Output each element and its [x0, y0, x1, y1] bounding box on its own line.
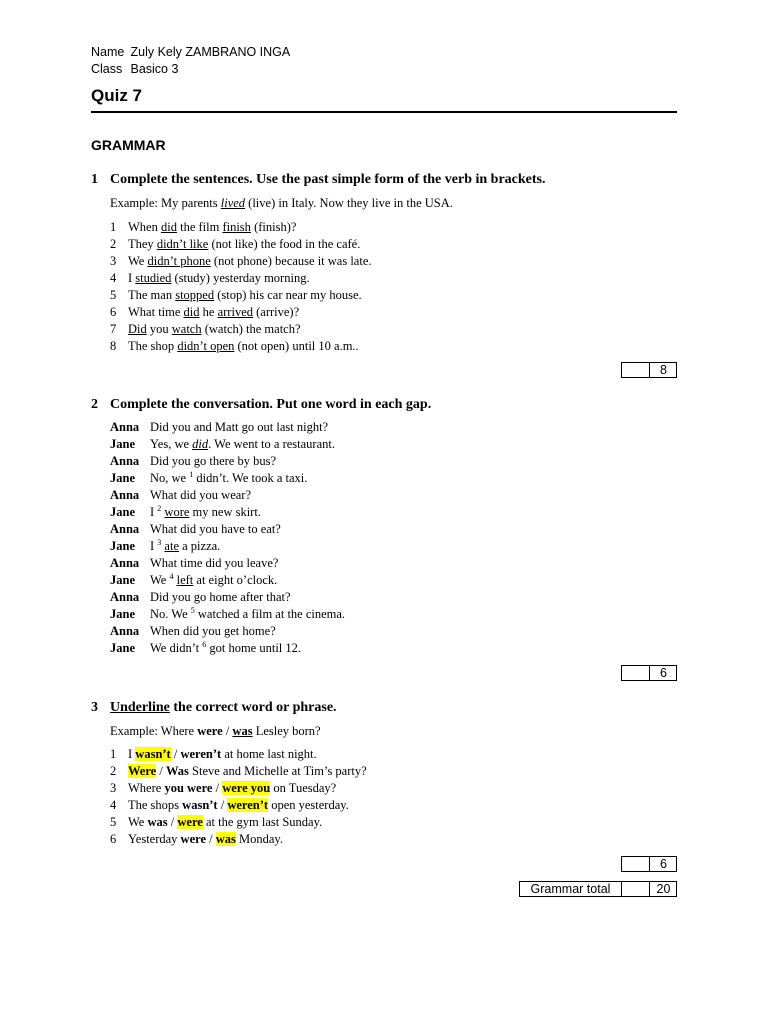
- answer: left: [176, 573, 194, 587]
- item-number: 4: [110, 798, 117, 812]
- text-fragment: I: [128, 271, 136, 285]
- option: weren’t: [180, 747, 222, 761]
- text-fragment: What did you have to eat?: [150, 522, 281, 536]
- option: were: [180, 832, 206, 846]
- gap-number: 5: [190, 606, 195, 615]
- class-row: [91, 62, 178, 76]
- text-fragment: at the gym last Sunday.: [202, 815, 323, 829]
- ex3-item: [110, 780, 367, 797]
- speaker-name: Jane: [110, 437, 135, 451]
- text-fragment: /: [212, 781, 223, 795]
- text-fragment: Lesley born?: [252, 724, 321, 738]
- ex1-instruction: [91, 172, 545, 188]
- item-number: 3: [110, 254, 117, 268]
- text-fragment: (finish)?: [250, 220, 297, 234]
- speaker-name: Jane: [110, 573, 135, 587]
- text-fragment: Steve and Michelle at Tim’s party?: [188, 764, 367, 778]
- gap-number: 2: [157, 504, 162, 513]
- text-fragment: No. We: [150, 607, 191, 621]
- speaker-name: Anna: [110, 556, 140, 570]
- text-fragment: We: [128, 254, 148, 268]
- name-label: Name: [91, 45, 125, 59]
- text-fragment: (watch) the match?: [201, 322, 301, 336]
- text-fragment: /: [217, 798, 228, 812]
- text-fragment: We: [128, 815, 148, 829]
- speaker-name: Anna: [110, 488, 140, 502]
- ex1-instruction-text: Complete the sentences. Use the past simple form of the verb in brackets.: [110, 172, 546, 187]
- conversation-line: [110, 606, 345, 623]
- ex1-item: [110, 321, 372, 338]
- ex1-item: [110, 236, 372, 253]
- conversation-line: [110, 470, 345, 487]
- header-divider: [91, 111, 677, 113]
- text-fragment: Yesterday: [128, 832, 181, 846]
- conversation-line: [110, 640, 345, 657]
- highlighted-answer: were: [177, 815, 203, 829]
- ex1-example-prefix: Example: My parents: [110, 196, 221, 210]
- conversation-line: [110, 504, 345, 521]
- answer: didn’t open: [177, 339, 235, 353]
- speaker-name: Anna: [110, 590, 140, 604]
- ex3-item-list: [110, 746, 367, 848]
- ex1-example: [110, 195, 453, 212]
- ex3-score-blank: [622, 857, 650, 871]
- grammar-total-blank: [622, 882, 650, 896]
- ex2-conversation: [110, 419, 345, 657]
- answer: studied: [135, 271, 172, 285]
- ex3-instruction-underlined: Underline: [110, 700, 170, 715]
- class-value: Basico 3: [130, 62, 179, 76]
- ex2-number: 2: [91, 397, 98, 412]
- gap-number: 4: [169, 572, 174, 581]
- grammar-total-box: [519, 881, 677, 897]
- conversation-line: [110, 487, 345, 504]
- text-fragment: (not like) the food in the café.: [208, 237, 361, 251]
- text-fragment: (not phone) because it was late.: [210, 254, 372, 268]
- conversation-line: [110, 521, 345, 538]
- speaker-name: Jane: [110, 505, 135, 519]
- ex1-score-value: 8: [660, 363, 667, 377]
- answer: ate: [164, 539, 179, 553]
- text-fragment: They: [128, 237, 157, 251]
- text-fragment: (stop) his car near my house.: [214, 288, 362, 302]
- section-title: GRAMMAR: [91, 137, 166, 153]
- option: was: [147, 815, 168, 829]
- answer: finish: [222, 220, 251, 234]
- text-fragment: Did you and Matt go out last night?: [150, 420, 329, 434]
- text-fragment: a pizza.: [179, 539, 221, 553]
- text-fragment: Where: [128, 781, 165, 795]
- highlighted-answer: were you: [222, 781, 271, 795]
- text-fragment: What did you wear?: [150, 488, 252, 502]
- answer: stopped: [175, 288, 215, 302]
- ex1-item-list: [110, 219, 372, 355]
- highlighted-answer: wasn’t: [135, 747, 171, 761]
- text-fragment: the film: [176, 220, 223, 234]
- item-number: 5: [110, 288, 117, 302]
- conversation-line: [110, 453, 345, 470]
- ex3-item: [110, 831, 367, 848]
- speaker-name: Anna: [110, 522, 140, 536]
- text-fragment: The man: [128, 288, 176, 302]
- ex3-instruction-rest: the correct word or phrase.: [169, 700, 337, 715]
- answer: did: [160, 220, 177, 234]
- highlighted-answer: Were: [128, 764, 157, 778]
- item-number: 1: [110, 220, 117, 234]
- text-fragment: What time did you leave?: [150, 556, 279, 570]
- item-number: 5: [110, 815, 117, 829]
- highlighted-answer: weren’t: [227, 798, 269, 812]
- answer: didn’t like: [156, 237, 209, 251]
- conversation-line: [110, 436, 345, 453]
- answer: did: [192, 437, 209, 451]
- name-row: [91, 45, 290, 59]
- text-fragment: Example: Where: [110, 724, 198, 738]
- text-fragment: on Tuesday?: [270, 781, 337, 795]
- text-fragment: my new skirt.: [189, 505, 261, 519]
- text-fragment: (arrive)?: [253, 305, 300, 319]
- text-fragment: didn’t. We took a taxi.: [193, 471, 308, 485]
- ex1-item: [110, 270, 372, 287]
- speaker-name: Jane: [110, 471, 135, 485]
- conversation-line: [110, 589, 345, 606]
- ex1-score-blank: [622, 363, 650, 377]
- speaker-name: Anna: [110, 454, 140, 468]
- text-fragment: What time: [128, 305, 184, 319]
- item-number: 7: [110, 322, 117, 336]
- text-fragment: /: [170, 747, 181, 761]
- ex3-item: [110, 814, 367, 831]
- answer: arrived: [217, 305, 253, 319]
- text-fragment: open yesterday.: [268, 798, 349, 812]
- item-number: 1: [110, 747, 117, 761]
- conversation-line: [110, 538, 345, 555]
- text-fragment: /: [167, 815, 178, 829]
- text-fragment: /: [206, 832, 216, 846]
- ex2-instruction: [91, 397, 431, 413]
- answer: Did: [128, 322, 147, 336]
- option: you were: [164, 781, 213, 795]
- item-number: 6: [110, 832, 117, 846]
- ex2-score-value: 6: [660, 666, 667, 680]
- ex2-instruction-text: Complete the conversation. Put one word in each gap.: [110, 397, 432, 412]
- conversation-line: [110, 572, 345, 589]
- option: was: [232, 724, 253, 738]
- class-label: Class: [91, 62, 123, 76]
- ex1-example-answer: lived: [220, 196, 246, 210]
- text-fragment: We didn’t: [150, 641, 203, 655]
- text-fragment: No, we: [150, 471, 190, 485]
- text-fragment: you: [146, 322, 172, 336]
- ex3-number: 3: [91, 700, 98, 715]
- ex3-example: [110, 723, 321, 740]
- answer: did: [183, 305, 200, 319]
- conversation-line: [110, 555, 345, 572]
- speaker-name: Jane: [110, 607, 135, 621]
- ex1-example-suffix: (live) in Italy. Now they live in the USA.: [245, 196, 453, 210]
- text-fragment: When did you get home?: [150, 624, 276, 638]
- option: wasn’t: [182, 798, 218, 812]
- item-number: 8: [110, 339, 117, 353]
- ex1-number: 1: [91, 172, 98, 187]
- ex3-score-value: 6: [660, 857, 667, 871]
- speaker-name: Jane: [110, 641, 135, 655]
- item-number: 4: [110, 271, 117, 285]
- item-number: 3: [110, 781, 117, 795]
- text-fragment: watched a film at the cinema.: [194, 607, 346, 621]
- answer: didn’t phone: [147, 254, 211, 268]
- gap-number: 6: [202, 640, 207, 649]
- text-fragment: he: [199, 305, 218, 319]
- quiz-title: Quiz 7: [91, 86, 143, 105]
- text-fragment: When: [128, 220, 161, 234]
- option: Was: [165, 764, 189, 778]
- ex3-score-box: [621, 856, 677, 872]
- ex3-item: [110, 797, 367, 814]
- answer: watch: [171, 322, 202, 336]
- text-fragment: The shop: [128, 339, 178, 353]
- item-number: 2: [110, 237, 117, 251]
- item-number: 6: [110, 305, 117, 319]
- ex1-item: [110, 338, 372, 355]
- gap-number: 1: [189, 470, 194, 479]
- ex2-score-blank: [622, 666, 650, 680]
- speaker-name: Jane: [110, 539, 135, 553]
- text-fragment: /: [222, 724, 233, 738]
- highlighted-answer: was: [215, 832, 236, 846]
- text-fragment: /: [156, 764, 166, 778]
- text-fragment: (study) yesterday morning.: [171, 271, 310, 285]
- text-fragment: . We went to a restaurant.: [208, 437, 335, 451]
- text-fragment: I: [150, 539, 158, 553]
- text-fragment: The shops: [128, 798, 183, 812]
- speaker-name: Anna: [110, 624, 140, 638]
- option: were: [197, 724, 223, 738]
- text-fragment: at eight o’clock.: [193, 573, 278, 587]
- text-fragment: Yes, we: [150, 437, 193, 451]
- text-fragment: at home last night.: [221, 747, 317, 761]
- conversation-line: [110, 623, 345, 640]
- name-value: Zuly Kely ZAMBRANO INGA: [130, 45, 291, 59]
- text-fragment: Did you go home after that?: [150, 590, 291, 604]
- ex3-instruction: [91, 700, 337, 716]
- ex3-item: [110, 763, 367, 780]
- text-fragment: got home until 12.: [206, 641, 302, 655]
- ex1-item: [110, 219, 372, 236]
- text-fragment: Monday.: [235, 832, 283, 846]
- ex1-item: [110, 304, 372, 321]
- ex3-item: [110, 746, 367, 763]
- speaker-name: Anna: [110, 420, 140, 434]
- ex1-item: [110, 253, 372, 270]
- item-number: 2: [110, 764, 117, 778]
- conversation-line: [110, 419, 345, 436]
- grammar-total-label: Grammar total: [520, 882, 622, 896]
- text-fragment: I: [128, 747, 136, 761]
- text-fragment: I: [150, 505, 158, 519]
- answer: wore: [164, 505, 190, 519]
- ex2-score-box: [621, 665, 677, 681]
- ex1-item: [110, 287, 372, 304]
- text-fragment: Did you go there by bus?: [150, 454, 277, 468]
- grammar-total-value: 20: [656, 882, 671, 896]
- text-fragment: We: [150, 573, 170, 587]
- ex1-score-box: [621, 362, 677, 378]
- gap-number: 3: [157, 538, 162, 547]
- text-fragment: (not open) until 10 a.m..: [234, 339, 359, 353]
